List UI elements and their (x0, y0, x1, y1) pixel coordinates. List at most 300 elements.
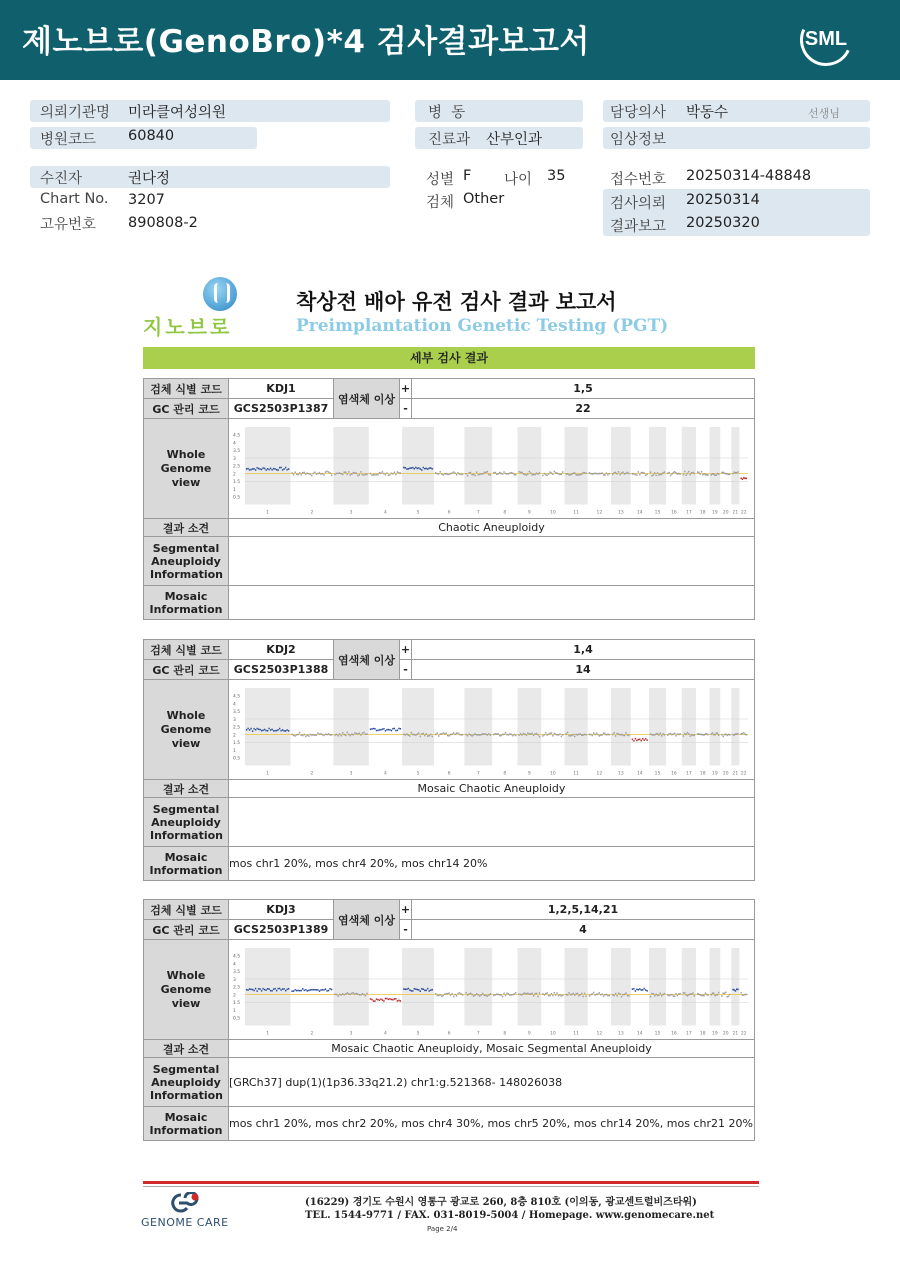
copy-number-point (537, 734, 538, 736)
copy-number-point (534, 993, 535, 995)
copy-number-point (529, 993, 530, 995)
copy-number-point (657, 733, 658, 735)
copy-number-point (645, 738, 646, 740)
copy-number-point (734, 989, 735, 991)
genome-care-logo (141, 1192, 231, 1232)
copy-number-point (465, 473, 466, 475)
copy-number-point (481, 994, 482, 996)
chromosome-tick-label: 20 (722, 1031, 729, 1037)
copy-number-point (597, 734, 598, 736)
copy-number-point (554, 471, 555, 473)
copy-number-point (636, 474, 637, 476)
copy-number-point (691, 734, 692, 736)
copy-number-point (697, 733, 698, 735)
copy-number-point (382, 728, 383, 730)
sample-id-label: 검체 식별 코드 (144, 900, 229, 920)
copy-number-point (684, 992, 685, 994)
copy-number-point (638, 989, 639, 991)
copy-number-point (353, 992, 354, 994)
copy-number-point (414, 468, 415, 470)
copy-number-point (474, 475, 475, 477)
copy-number-point (578, 474, 579, 476)
copy-number-point (734, 471, 735, 473)
y-tick-label: 2 (232, 993, 236, 999)
copy-number-point (495, 733, 496, 735)
copy-number-point (621, 734, 622, 736)
copy-number-point (350, 994, 351, 996)
copy-number-point (515, 474, 516, 476)
copy-number-point (366, 733, 367, 735)
copy-number-point (409, 467, 410, 469)
chromosome-tick-label: 3 (349, 1031, 353, 1037)
genome-care-name: GENOME CARE (141, 1216, 229, 1229)
specimen-label: 검체 (426, 195, 455, 211)
copy-number-point (435, 734, 436, 736)
copy-number-point (459, 734, 460, 736)
copy-number-point (420, 468, 421, 470)
whole-genome-label: Whole Genome view (144, 419, 229, 519)
chromosome-tick-label: 7 (476, 1031, 480, 1037)
chromosome-tick-label: 2 (310, 510, 314, 516)
copy-number-point (544, 473, 545, 475)
copy-number-point (356, 733, 357, 735)
copy-number-point (744, 994, 745, 996)
copy-number-point (688, 733, 689, 735)
sex-value: F (463, 168, 472, 184)
copy-number-point (596, 473, 597, 475)
chromosome-band (245, 948, 291, 1026)
copy-number-point (264, 468, 265, 470)
copy-number-point (725, 473, 726, 475)
copy-number-point (714, 734, 715, 736)
copy-number-point (488, 474, 489, 476)
copy-number-point (667, 994, 668, 996)
gain-sign: + (400, 640, 412, 660)
copy-number-point (713, 473, 714, 475)
copy-number-point (639, 739, 640, 741)
copy-number-point (271, 990, 272, 992)
sample-table-2 (143, 639, 755, 881)
sex-label: 성별 (426, 172, 455, 188)
copy-number-point (638, 471, 639, 473)
chromosome-tick-label: 22 (740, 771, 747, 777)
dna-icon (203, 277, 237, 311)
chromosome-band (682, 427, 696, 505)
copy-number-point (453, 732, 454, 734)
copy-number-point (556, 992, 557, 994)
sml-logo-text: SML (804, 28, 848, 50)
copy-number-point (700, 473, 701, 475)
copy-number-point (301, 734, 302, 736)
copy-number-point (575, 734, 576, 736)
copy-number-point (526, 735, 527, 737)
copy-number-point (488, 994, 489, 996)
copy-number-point (549, 732, 550, 734)
copy-number-point (642, 989, 643, 991)
copy-number-point (280, 730, 281, 732)
copy-number-point (524, 474, 525, 476)
copy-number-point (520, 733, 521, 735)
chromosome-band (464, 948, 492, 1026)
copy-number-point (559, 994, 560, 996)
copy-number-point (518, 734, 519, 736)
copy-number-point (732, 734, 733, 736)
chromosome-tick-label: 6 (447, 1031, 451, 1037)
chromosome-tick-label: 17 (686, 510, 692, 516)
copy-number-point (337, 472, 338, 474)
copy-number-point (622, 735, 623, 737)
copy-number-point (530, 993, 531, 995)
copy-number-point (597, 993, 598, 995)
chart-label: Chart No. (40, 191, 109, 207)
chromosome-band (402, 427, 434, 505)
copy-number-point (616, 733, 617, 735)
copy-number-point (654, 472, 655, 474)
report-title: 착상전 배아 유전 검사 결과 보고서 (296, 290, 617, 314)
chromosome-band (464, 688, 492, 766)
copy-number-point (451, 472, 452, 474)
copy-number-point (499, 472, 500, 474)
copy-number-point (645, 475, 646, 477)
copy-number-point (536, 733, 537, 735)
copy-number-point (670, 475, 671, 477)
copy-number-point (532, 993, 533, 995)
copy-number-point (454, 733, 455, 735)
copy-number-point (683, 735, 684, 737)
copy-number-point (438, 473, 439, 475)
copy-number-point (305, 736, 306, 738)
copy-number-point (662, 733, 663, 735)
copy-number-point (718, 734, 719, 736)
copy-number-point (351, 993, 352, 995)
specimen-value: Other (463, 191, 505, 207)
copy-number-point (415, 988, 416, 990)
y-tick-label: 4 (232, 702, 236, 708)
copy-number-point (692, 992, 693, 994)
copy-number-point (664, 734, 665, 736)
copy-number-point (711, 733, 712, 735)
copy-number-point (484, 733, 485, 735)
copy-number-point (694, 995, 695, 997)
copy-number-point (345, 735, 346, 737)
age-value: 35 (547, 168, 566, 184)
footer-contact: TEL. 1544-9771 / FAX. 031-8019-5004 / Homepage. www.genomecare.net (305, 1210, 715, 1221)
copy-number-point (685, 994, 686, 996)
copy-number-point (627, 734, 628, 736)
copy-number-point (570, 735, 571, 737)
mosaic-label: Mosaic Information (144, 847, 229, 881)
copy-number-point (606, 994, 607, 996)
copy-number-point (740, 478, 741, 480)
copy-number-point (558, 734, 559, 736)
copy-number-point (650, 996, 651, 998)
copy-number-point (530, 472, 531, 474)
copy-number-point (667, 734, 668, 736)
copy-number-point (555, 472, 556, 474)
copy-number-point (657, 995, 658, 997)
copy-number-point (548, 473, 549, 475)
copy-number-point (476, 734, 477, 736)
copy-number-point (683, 474, 684, 476)
chromosome-band (464, 427, 492, 505)
copy-number-point (325, 471, 326, 473)
chromosome-tick-label: 10 (550, 771, 556, 777)
copy-number-point (288, 468, 289, 470)
report-date-label: 결과보고 (610, 219, 667, 235)
copy-number-point (527, 732, 528, 734)
copy-number-point (702, 995, 703, 997)
copy-number-point (592, 735, 593, 737)
copy-number-point (357, 475, 358, 477)
whole-genome-label: Whole Genome view (144, 940, 229, 1040)
copy-number-point (743, 732, 744, 734)
copy-number-point (568, 735, 569, 737)
copy-number-point (462, 994, 463, 996)
copy-number-point (345, 471, 346, 473)
copy-number-point (391, 473, 392, 475)
y-tick-label: 2 (232, 733, 236, 739)
copy-number-point (573, 473, 574, 475)
copy-number-point (674, 733, 675, 735)
copy-number-point (388, 999, 389, 1001)
copy-number-point (523, 473, 524, 475)
copy-number-point (625, 992, 626, 994)
footer-rule-red (143, 1181, 759, 1184)
copy-number-point (380, 472, 381, 474)
copy-number-point (498, 473, 499, 475)
copy-number-point (252, 730, 253, 732)
chromosome-band (611, 688, 631, 766)
copy-number-point (742, 478, 743, 480)
copy-number-point (479, 734, 480, 736)
copy-number-point (311, 475, 312, 477)
copy-number-point (400, 728, 401, 730)
copy-number-point (558, 995, 559, 997)
copy-number-point (503, 734, 504, 736)
copy-number-point (558, 473, 559, 475)
copy-number-point (524, 992, 525, 994)
copy-number-point (418, 467, 419, 469)
copy-number-point (613, 732, 614, 734)
copy-number-point (612, 473, 613, 475)
copy-number-point (347, 732, 348, 734)
copy-number-point (740, 733, 741, 735)
chromosome-tick-label: 18 (699, 1031, 706, 1037)
copy-number-point (712, 473, 713, 475)
chromosome-band (710, 948, 721, 1026)
receipt-label: 접수번호 (610, 172, 667, 188)
genome-plot (231, 421, 752, 516)
copy-number-point (607, 474, 608, 476)
copy-number-point (439, 994, 440, 996)
copy-number-point (725, 992, 726, 994)
request-value: 20250314 (686, 192, 760, 208)
uid-label: 고유번호 (40, 217, 97, 233)
chromosome-band (731, 427, 739, 505)
copy-number-point (478, 474, 479, 476)
gc-code-value: GCS2503P1387 (229, 399, 334, 419)
copy-number-point (506, 734, 507, 736)
copy-number-point (578, 733, 579, 735)
gc-code-label: GC 관리 코드 (144, 399, 229, 419)
copy-number-point (487, 471, 488, 473)
copy-number-point (721, 995, 722, 997)
ward-label: 병 동 (428, 105, 466, 121)
copy-number-point (717, 732, 718, 734)
copy-number-point (575, 474, 576, 476)
copy-number-point (429, 735, 430, 737)
copy-number-point (724, 472, 725, 474)
copy-number-point (698, 472, 699, 474)
copy-number-point (551, 472, 552, 474)
copy-number-point (612, 734, 613, 736)
copy-number-point (674, 995, 675, 997)
copy-number-point (400, 1000, 401, 1002)
copy-number-point (559, 474, 560, 476)
copy-number-point (474, 994, 475, 996)
y-tick-label: 0.5 (232, 756, 241, 762)
copy-number-point (259, 729, 260, 731)
copy-number-point (496, 473, 497, 475)
copy-number-point (279, 467, 280, 469)
y-tick-label: 1.5 (232, 480, 241, 486)
copy-number-point (742, 733, 743, 735)
result-value: Mosaic Chaotic Aneuploidy, Mosaic Segmental Aneuploidy (229, 1040, 755, 1058)
chromosome-tick-label: 7 (476, 771, 480, 777)
copy-number-point (389, 474, 390, 476)
copy-number-point (423, 467, 424, 469)
copy-number-point (246, 468, 247, 470)
copy-number-point (673, 733, 674, 735)
copy-number-point (450, 473, 451, 475)
copy-number-point (268, 728, 269, 730)
copy-number-point (264, 729, 265, 731)
copy-number-point (273, 988, 274, 990)
copy-number-point (638, 739, 639, 741)
copy-number-point (441, 995, 442, 997)
copy-number-point (252, 989, 253, 991)
loss-sign: - (400, 399, 412, 419)
copy-number-point (628, 995, 629, 997)
copy-number-point (439, 733, 440, 735)
copy-number-point (359, 994, 360, 996)
copy-number-point (691, 993, 692, 995)
copy-number-point (690, 735, 691, 737)
copy-number-point (496, 733, 497, 735)
copy-number-point (616, 473, 617, 475)
copy-number-point (342, 732, 343, 734)
copy-number-point (675, 735, 676, 737)
copy-number-point (427, 988, 428, 990)
copy-number-point (441, 473, 442, 475)
copy-number-point (468, 993, 469, 995)
copy-number-point (313, 989, 314, 991)
copy-number-point (705, 474, 706, 476)
copy-number-point (536, 473, 537, 475)
copy-number-point (456, 733, 457, 735)
copy-number-point (414, 988, 415, 990)
chromosome-tick-label: 12 (596, 510, 603, 516)
abnormal-label: 염색체 이상 (334, 379, 400, 419)
copy-number-point (379, 999, 380, 1001)
chromosome-tick-label: 3 (349, 771, 353, 777)
copy-number-point (304, 990, 305, 992)
copy-number-point (291, 472, 292, 474)
copy-number-point (559, 733, 560, 735)
copy-number-point (565, 733, 566, 735)
copy-number-point (299, 732, 300, 734)
copy-number-point (403, 734, 404, 736)
copy-number-point (476, 471, 477, 473)
copy-number-point (350, 735, 351, 737)
copy-number-point (474, 733, 475, 735)
copy-number-point (296, 734, 297, 736)
copy-number-point (735, 733, 736, 735)
mosaic-value (229, 586, 755, 620)
copy-number-point (562, 471, 563, 473)
copy-number-point (408, 734, 409, 736)
copy-number-point (584, 734, 585, 736)
copy-number-point (650, 733, 651, 735)
y-tick-label: 4.5 (232, 433, 241, 439)
copy-number-point (382, 471, 383, 473)
copy-number-point (622, 471, 623, 473)
copy-number-point (347, 473, 348, 475)
copy-number-point (514, 474, 515, 476)
copy-number-point (408, 468, 409, 470)
copy-number-point (661, 995, 662, 997)
chromosome-tick-label: 19 (712, 771, 718, 777)
chromosome-tick-label: 14 (636, 1031, 643, 1037)
copy-number-point (319, 733, 320, 735)
copy-number-point (473, 734, 474, 736)
copy-number-point (421, 733, 422, 735)
copy-number-point (435, 472, 436, 474)
chromosome-tick-label: 6 (447, 510, 451, 516)
copy-number-point (658, 474, 659, 476)
copy-number-point (508, 993, 509, 995)
chromosome-tick-label: 19 (712, 510, 718, 516)
copy-number-point (250, 728, 251, 730)
copy-number-point (651, 993, 652, 995)
copy-number-point (438, 995, 439, 997)
chromosome-band (402, 948, 434, 1026)
chromosome-tick-label: 9 (527, 510, 531, 516)
copy-number-point (668, 472, 669, 474)
copy-number-point (421, 988, 422, 990)
copy-number-point (493, 472, 494, 474)
chromosome-tick-label: 8 (503, 510, 507, 516)
copy-number-point (506, 993, 507, 995)
copy-number-point (462, 474, 463, 476)
copy-number-point (716, 732, 717, 734)
copy-number-point (590, 734, 591, 736)
y-tick-label: 1.5 (232, 741, 241, 747)
copy-number-point (593, 473, 594, 475)
copy-number-point (624, 994, 625, 996)
copy-number-point (406, 468, 407, 470)
copy-number-point (398, 472, 399, 474)
copy-number-point (654, 995, 655, 997)
copy-number-point (636, 740, 637, 742)
copy-number-point (651, 475, 652, 477)
copy-number-point (307, 990, 308, 992)
copy-number-point (521, 994, 522, 996)
copy-number-point (299, 990, 300, 992)
chromosome-tick-label: 5 (416, 771, 420, 777)
copy-number-point (675, 993, 676, 995)
copy-number-point (277, 729, 278, 731)
